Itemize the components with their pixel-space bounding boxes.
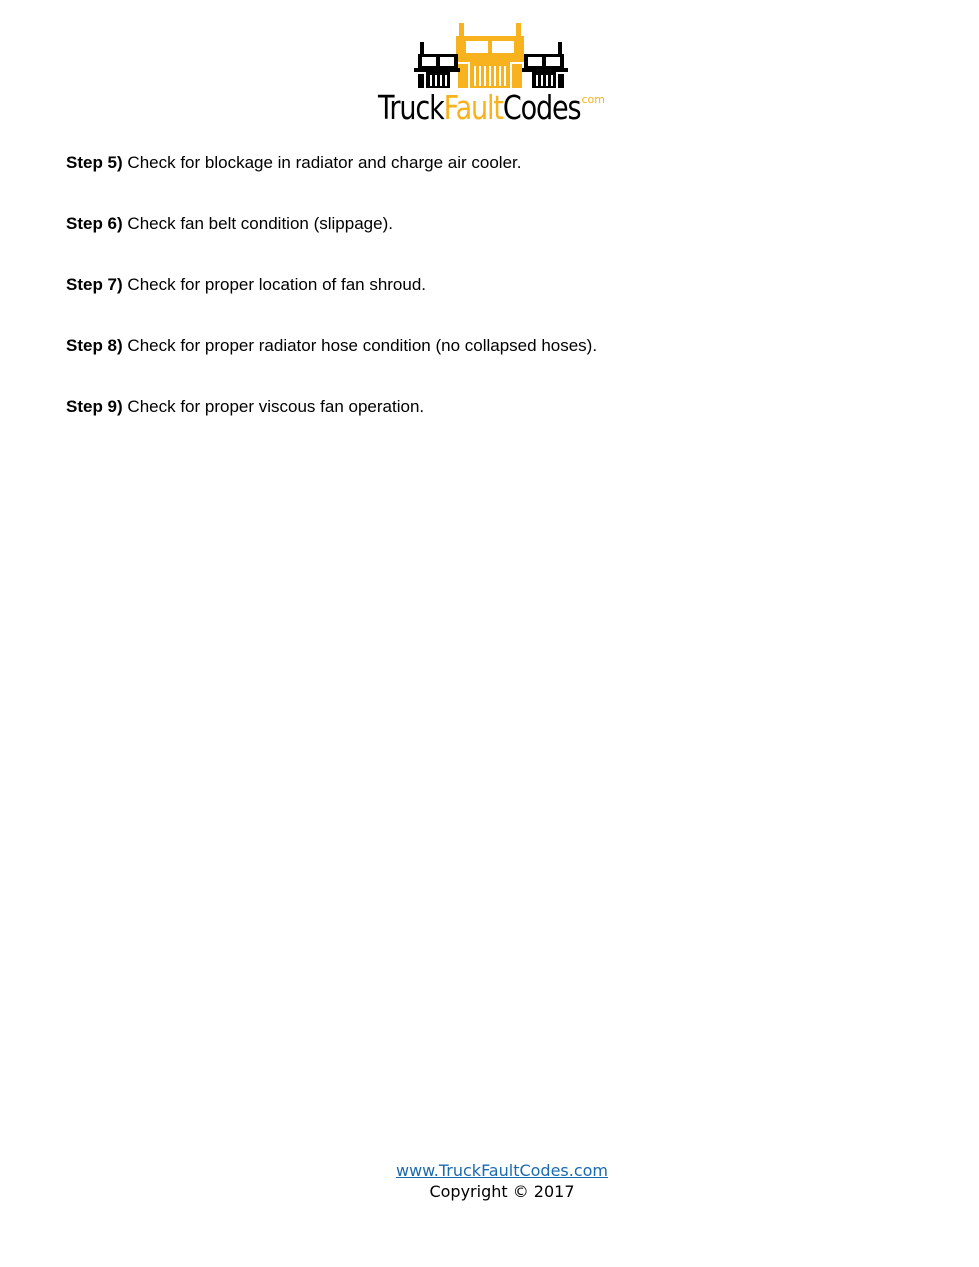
step-item	[66, 153, 926, 173]
website-link[interactable]: www.TruckFaultCodes.com	[395, 1161, 609, 1180]
logo-word-fault: Fault	[443, 88, 503, 127]
logo-dotcom: .com	[578, 93, 605, 106]
step-item	[66, 336, 926, 356]
step-item	[66, 275, 926, 295]
left-truck-icon	[414, 42, 460, 88]
logo-wordmark	[378, 88, 581, 128]
logo-word-truck: Truck	[378, 88, 444, 127]
step-item	[66, 214, 926, 234]
step-text: Check for proper viscous fan operation.	[122, 397, 425, 416]
logo-word-codes: Codes	[502, 88, 581, 127]
step-text: Check for proper radiator hose condition (no collapsed hoses).	[122, 336, 598, 355]
step-text: Check fan belt condition (slippage).	[122, 214, 393, 233]
step-label: Step 7)	[66, 275, 123, 294]
site-logo	[378, 20, 604, 128]
step-item	[66, 397, 926, 417]
step-label: Step 8)	[66, 336, 123, 355]
step-label: Step 9)	[66, 397, 123, 416]
page-footer	[0, 1160, 979, 1202]
center-truck-icon	[450, 23, 530, 88]
steps-list	[66, 153, 926, 458]
truck-fleet-logo-icon	[378, 20, 604, 92]
right-truck-icon	[522, 42, 568, 88]
step-text: Check for proper location of fan shroud.	[122, 275, 427, 294]
step-label: Step 5)	[66, 153, 123, 172]
step-text: Check for blockage in radiator and charge air cooler.	[122, 153, 522, 172]
copyright-text: Copyright © 2017	[429, 1182, 575, 1201]
step-label: Step 6)	[66, 214, 123, 233]
